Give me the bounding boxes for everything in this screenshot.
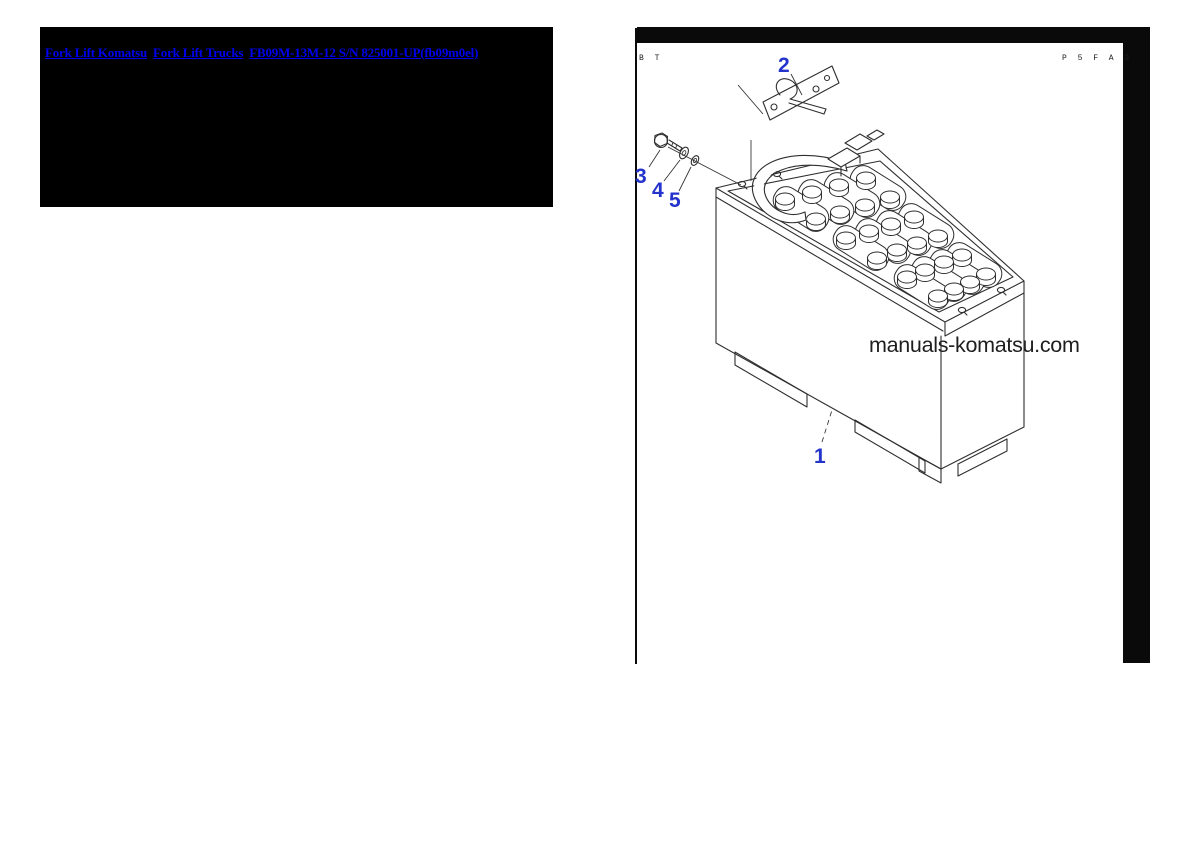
bolt-drawing xyxy=(655,133,683,151)
callout-leaders xyxy=(649,74,832,442)
callout-4[interactable]: 4 xyxy=(652,179,664,202)
callout-2[interactable]: 2 xyxy=(778,54,790,77)
breadcrumb-link-category[interactable]: Fork Lift Trucks xyxy=(153,45,244,60)
bracket-axis-line xyxy=(738,85,763,114)
callout-3[interactable]: 3 xyxy=(635,165,647,188)
breadcrumb-link-brand[interactable]: Fork Lift Komatsu xyxy=(45,45,148,60)
battery-assembly-drawing xyxy=(716,130,1024,483)
breadcrumb-link-model[interactable]: FB09M-13M-12 S/N 825001-UP(fb09m0el) xyxy=(249,45,479,60)
callout-1[interactable]: 1 xyxy=(814,445,826,468)
plate-code-left: B T xyxy=(639,54,663,63)
plate-code-right: P 5 F A 3 xyxy=(1062,54,1133,63)
callout-5[interactable]: 5 xyxy=(669,189,681,212)
assembly-axis-line xyxy=(668,147,741,185)
watermark: manuals-komatsu.com xyxy=(869,333,1080,357)
